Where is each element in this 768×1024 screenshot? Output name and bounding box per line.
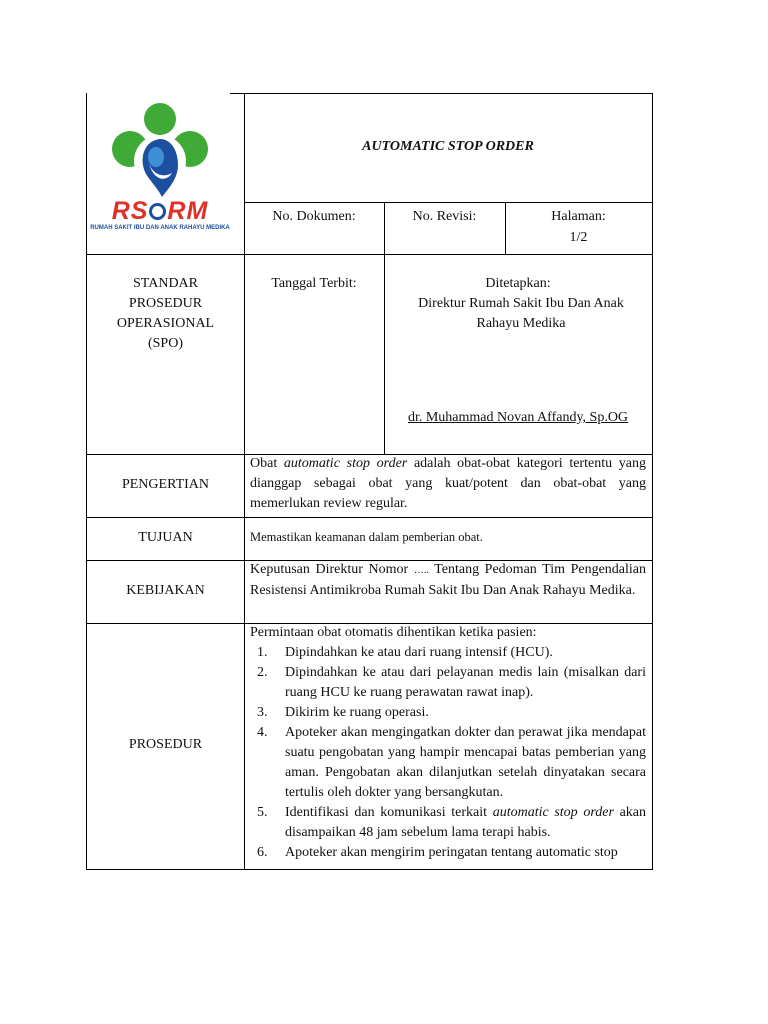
pengertian-text-part: adalah obat-obat kategori tertentu yang dianggap sebagai obat yang kuat/potent dan obat-obat yang memerlukan review regular. xyxy=(250,456,646,511)
logo-abbr-right: RM xyxy=(167,197,209,225)
page-label: Halaman: xyxy=(551,209,606,224)
document-title: AUTOMATIC STOP ORDER xyxy=(362,139,534,154)
tujuan-text: Memastikan keamanan dalam pemberian obat. xyxy=(250,530,483,544)
list-item xyxy=(250,663,646,703)
spo-label-line: STANDAR xyxy=(133,276,198,291)
list-item xyxy=(250,843,646,863)
step-text: Apoteker akan mengingatkan dokter dan perawat jika mendapat suatu pengobatan yang hampir mencapai batas pemberian yang aman. Pengobatan akan dilanjutkan setelah dinyatakan secara tertulis oleh dokter yang bersangkutan. xyxy=(285,725,646,800)
list-item xyxy=(250,803,646,843)
step-text: Dikirim ke ruang operasi. xyxy=(285,705,429,720)
step-text: Dipindahkan ke atau dari ruang intensif (HCU). xyxy=(285,645,553,660)
step-text: Identifikasi dan komunikasi terkait xyxy=(285,805,493,820)
kebijakan-text-part: Keputusan Direktur Nomor xyxy=(250,562,414,577)
approved-by-line: Direktur Rumah Sakit Ibu Dan Anak xyxy=(418,296,624,311)
spo-label xyxy=(87,274,244,354)
spo-label-line: PROSEDUR xyxy=(128,296,203,311)
tujuan-label: TUJUAN xyxy=(138,530,193,545)
spo-label-line: OPERASIONAL xyxy=(116,316,215,331)
step-number: 1. xyxy=(257,645,268,660)
top-border xyxy=(244,93,653,94)
hospital-logo xyxy=(92,97,228,237)
list-item xyxy=(250,703,646,723)
issued-date-label: Tanggal Terbit: xyxy=(271,276,357,291)
pengertian-label: PENGERTIAN xyxy=(121,477,210,492)
step-text: Apoteker akan mengirim peringatan tentang automatic stop xyxy=(285,845,618,860)
prosedur-label: PROSEDUR xyxy=(128,737,203,752)
signatory-name: dr. Muhammad Novan Affandy, Sp.OG xyxy=(407,410,629,425)
logo-abbr-left: RS xyxy=(111,197,149,225)
logo-emblem-icon xyxy=(92,97,228,202)
step-text: Dipindahkan ke atau dari pelayanan medis lain (misalkan dari ruang HCU ke ruang perawatan rawat inap). xyxy=(285,665,646,700)
list-item xyxy=(250,643,646,663)
kebijakan-text-dots: ….. xyxy=(413,565,429,576)
doc-number-label: No. Dokumen: xyxy=(272,209,356,224)
kebijakan-text-part: Tentang Pedoman Tim Pengendalian Resistensi Antimikroba Rumah Sakit Ibu Dan Anak Rahayu Medika. xyxy=(250,562,647,598)
prosedur-intro: Permintaan obat otomatis dihentikan ketika pasien: xyxy=(250,625,537,640)
step-text-italic: automatic stop order xyxy=(492,805,614,820)
approved-by-line: Rahayu Medika xyxy=(476,316,566,331)
step-text: akan disampaikan 48 jam sebelum lama terapi habis. xyxy=(285,805,647,840)
pengertian-text-part: Obat xyxy=(250,456,284,471)
kebijakan-text xyxy=(250,560,646,601)
logo-abbreviation xyxy=(92,198,228,224)
step-number: 6. xyxy=(257,845,268,860)
step-number: 3. xyxy=(257,705,268,720)
pengertian-text xyxy=(250,454,646,514)
step-number: 2. xyxy=(257,665,268,680)
page-value: 1/2 xyxy=(569,230,588,245)
approved-label: Ditetapkan: xyxy=(485,276,551,291)
step-number: 5. xyxy=(257,805,268,820)
logo-full-name: RUMAH SAKIT IBU DAN ANAK RAHAYU MEDIKA xyxy=(90,225,230,231)
spo-label-line: (SPO) xyxy=(147,336,183,351)
prosedur-steps xyxy=(250,643,646,863)
step-number: 4. xyxy=(257,725,268,740)
prosedur-content xyxy=(250,623,646,863)
table-bottom xyxy=(86,869,653,870)
pengertian-bottom xyxy=(86,517,653,518)
header-bottom xyxy=(86,254,653,255)
title-bottom xyxy=(244,202,653,203)
pengertian-text-italic: automatic stop order xyxy=(283,456,408,471)
logo-ring-icon xyxy=(149,203,166,220)
list-item xyxy=(250,723,646,803)
table-right-border xyxy=(652,93,653,870)
revision-label: No. Revisi: xyxy=(412,209,477,224)
top-border-logo xyxy=(230,93,244,94)
kebijakan-label: KEBIJAKAN xyxy=(126,583,205,598)
